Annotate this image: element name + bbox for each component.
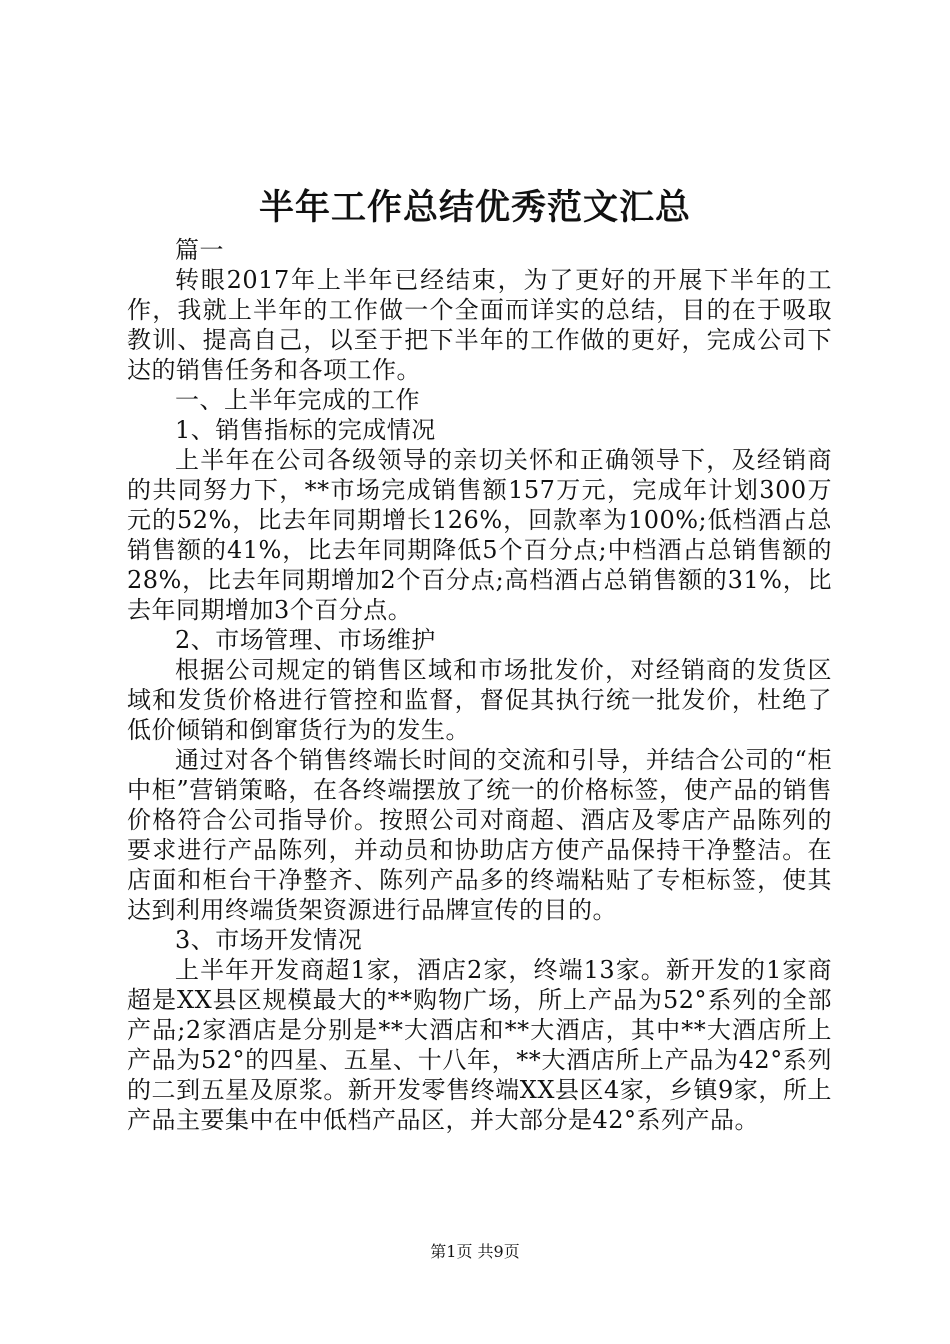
subsection-heading: 3、市场开发情况 <box>175 926 363 954</box>
body-paragraph: 上半年开发商超1家，酒店2家，终端13家。新开发的1家商超是XX县区规模最大的**购物广场，所上产品为52°系列的全部产品;2家酒店是分别是**大酒店和**大酒店，其中**大酒店所上产品为52°的四星、五星、十八年，**大酒店所上产品为42°系列的二到五星及原浆。新开发零售终端XX县区4家，乡镇9家，所上产品主要集中在中低档产品区，并大部分是42°系列产品。 <box>127 956 832 1134</box>
body-paragraph: 根据公司规定的销售区域和市场批发价，对经销商的发货区域和发货价格进行管控和监督，督促其执行统一批发价，杜绝了低价倾销和倒窜货行为的发生。 <box>127 656 832 744</box>
document-title: 半年工作总结优秀范文汇总 <box>258 188 691 228</box>
body-paragraph: 通过对各个销售终端长时间的交流和引导，并结合公司的“柜中柜”营销策略，在各终端摆放了统一的价格标签，使产品的销售价格符合公司指导价。按照公司对商超、酒店及零店产品陈列的要求进行产品陈列，并动员和协助店方使产品保持干净整洁。在店面和柜台干净整齐、陈列产品多的终端粘贴了专柜标签，使其达到利用终端货架资源进行品牌宣传的目的。 <box>127 746 832 924</box>
body-paragraph: 上半年在公司各级领导的亲切关怀和正确领导下，及经销商的共同努力下，**市场完成销售额157万元，完成年计划300万元的52%，比去年同期增长126%，回款率为100%;低档酒占总销售额的41%，比去年同期降低5个百分点;中档酒占总销售额的28%，比去年同期增加2个百分点;高档酒占总销售额的31%，比去年同期增加3个百分点。 <box>127 446 832 624</box>
section-heading: 一、上半年完成的工作 <box>175 386 420 414</box>
document-body <box>127 235 832 1135</box>
page-footer: 第1页 共9页 <box>430 1242 520 1261</box>
subsection-heading: 2、市场管理、市场维护 <box>175 626 436 654</box>
subsection-heading: 1、销售指标的完成情况 <box>175 416 436 444</box>
body-paragraph: 转眼2017年上半年已经结束，为了更好的开展下半年的工作，我就上半年的工作做一个全面而详实的总结，目的在于吸取教训、提高自己，以至于把下半年的工作做的更好，完成公司下达的销售任务和各项工作。 <box>127 266 832 384</box>
section-label: 篇一 <box>175 236 224 264</box>
